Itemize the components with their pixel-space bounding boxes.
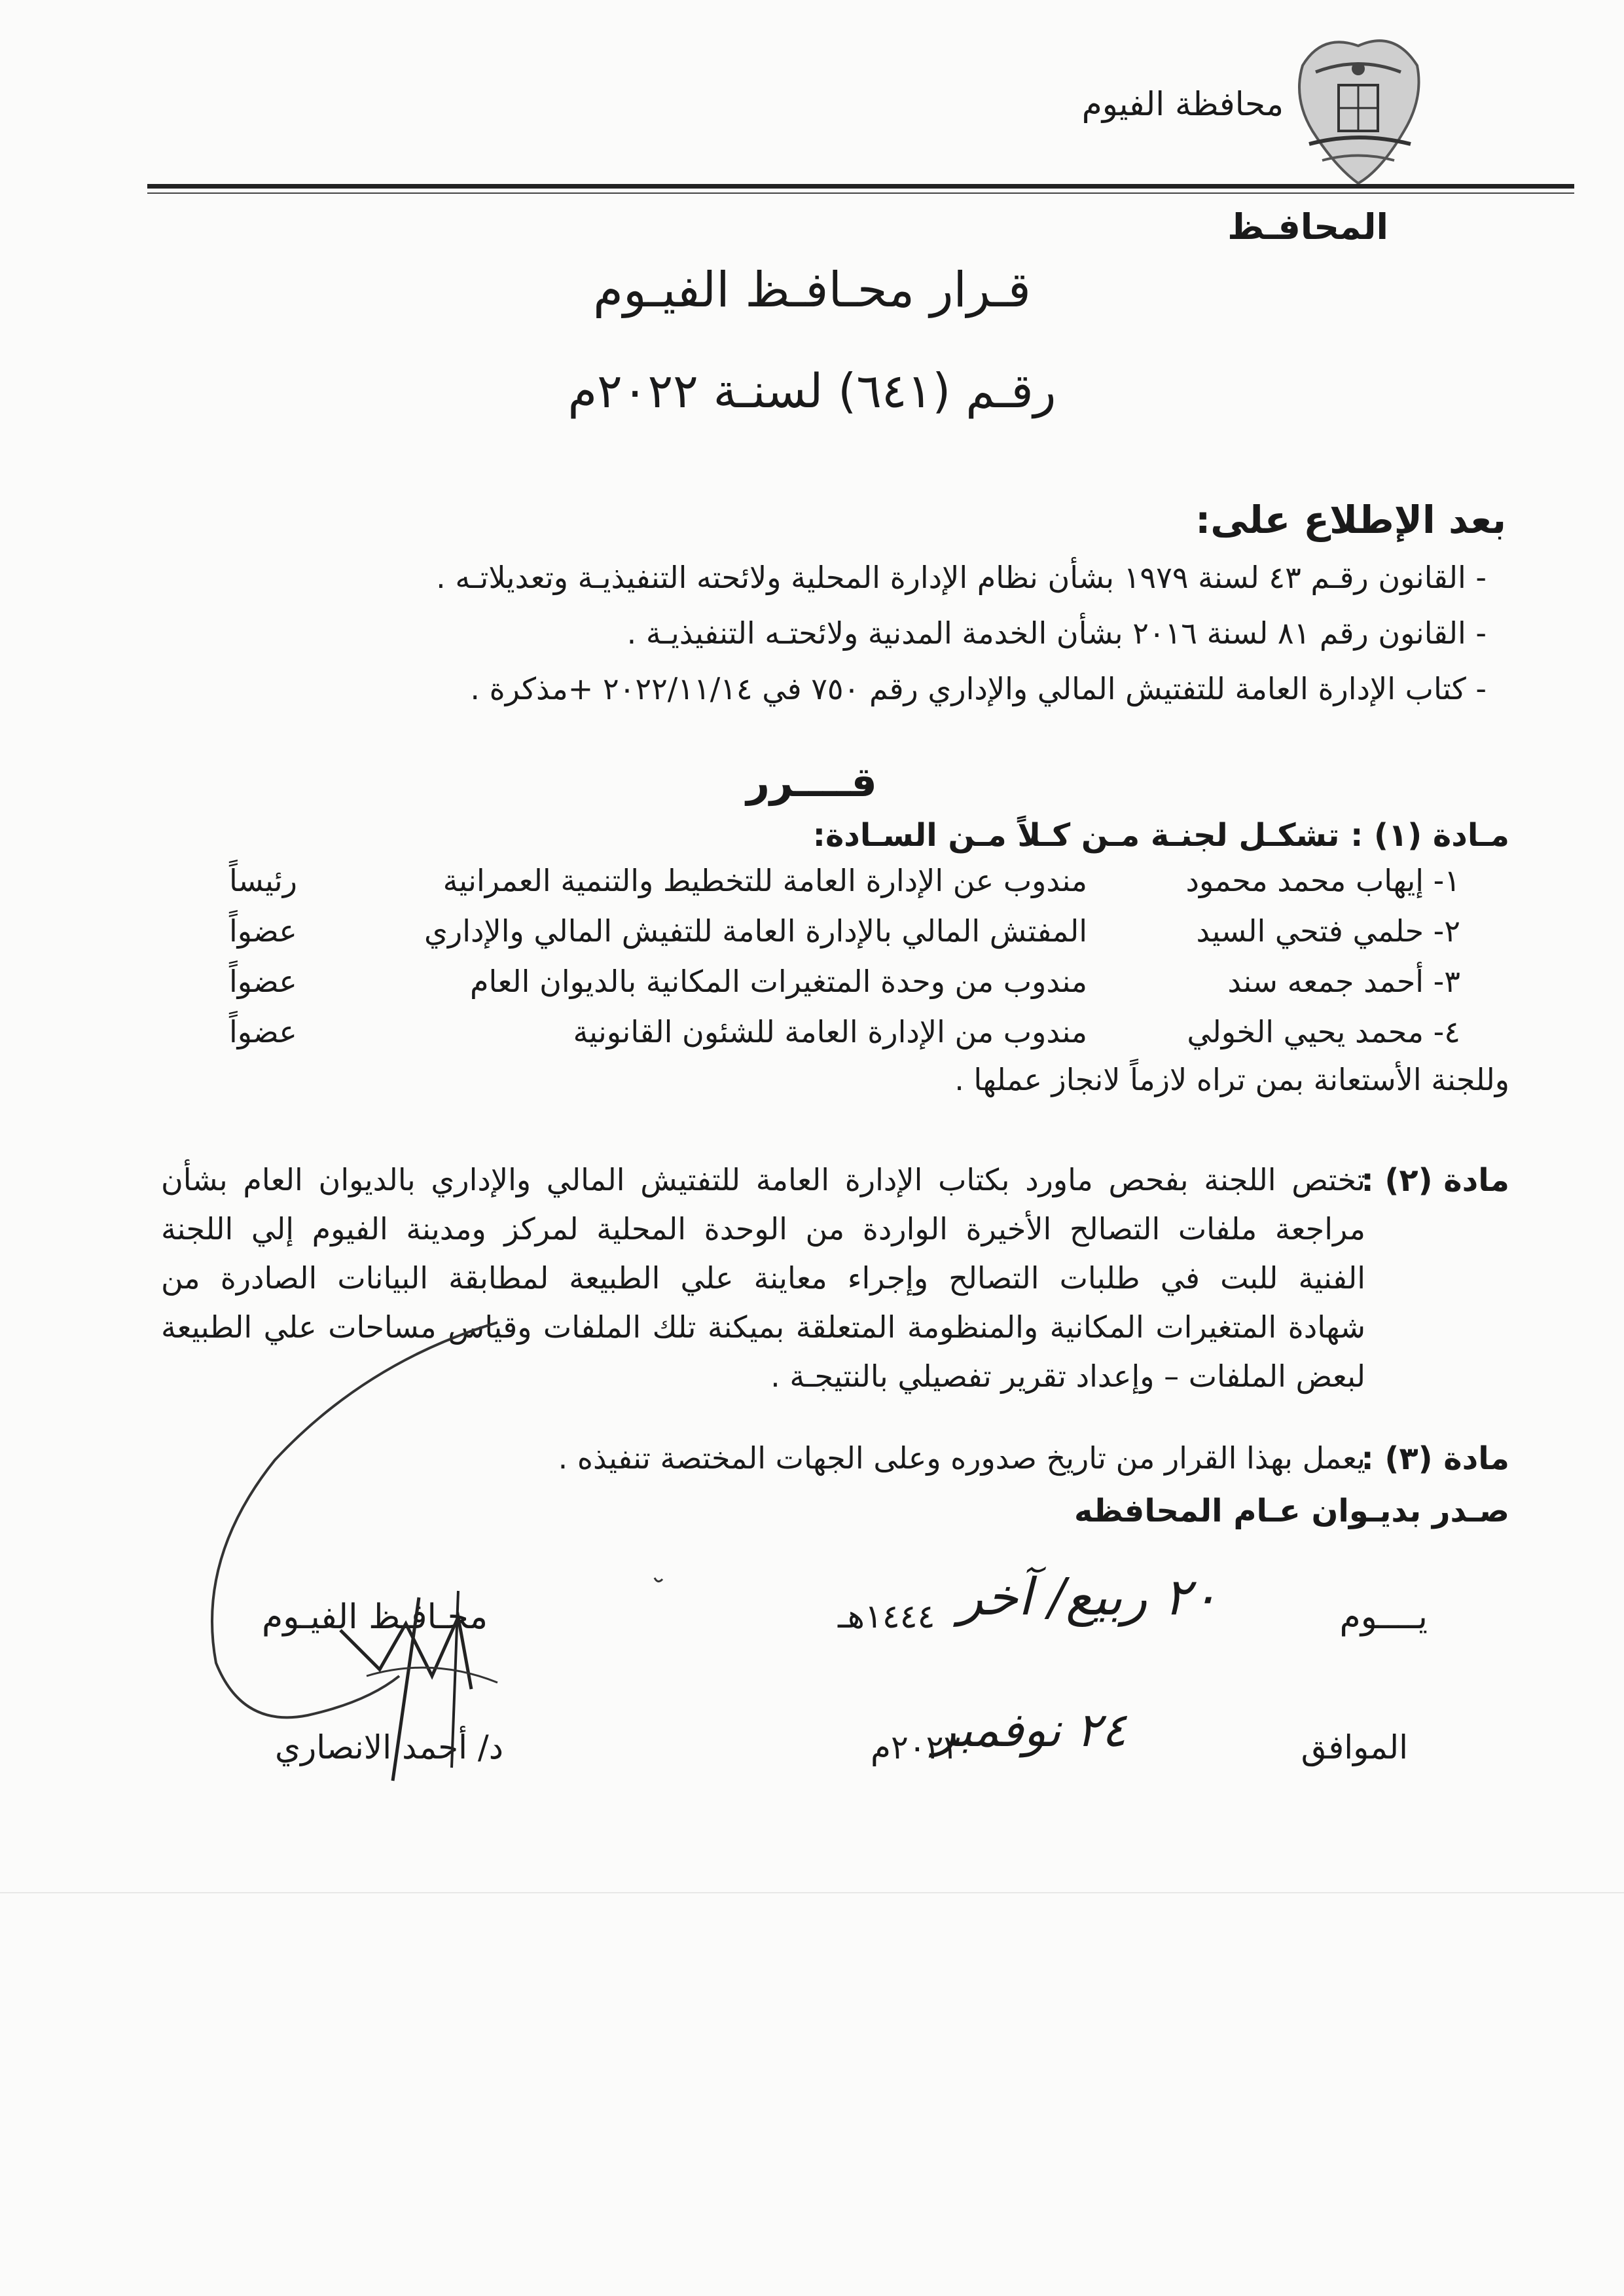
article3-text: يعمل بهذا القرار من تاريخ صدوره وعلى الجهات المختصة تنفيذه . — [558, 1440, 1365, 1476]
header-rule-thin — [147, 192, 1574, 194]
governorate-name: محافظة الفيوم — [1081, 85, 1284, 123]
member-name: ٢- حلمي فتحي السيد — [1196, 913, 1460, 949]
article1-heading: مـادة (١) : تشكـل لجنـة مـن كـلاً مـن السـادة: — [812, 817, 1509, 854]
article1-closing: وللجنة الأستعانة بمن تراه لازماً لانجاز عملها . — [954, 1062, 1509, 1097]
decision-word: قــــرر — [746, 758, 877, 806]
article2-line: تختص اللجنة بفحص ماورد بكتاب الإدارة العامة للتفتيش المالي والإداري بالديوان العام بشأن — [161, 1162, 1365, 1197]
article2-heading: مادة (٢) : — [1361, 1162, 1509, 1199]
member-name: ١- إيهاب محمد محمود — [1185, 863, 1460, 898]
law-item: - كتاب الإدارة العامة للتفتيش المالي والإداري رقم ٧٥٠ في ٢٠٢٢/١١/١٤ +مذكرة . — [470, 671, 1487, 706]
governorate-seal-icon — [1283, 20, 1434, 190]
member-name: ٣- أحمد جمعه سند — [1227, 964, 1460, 999]
law-item: - القانون رقم ٨١ لسنة ٢٠١٦ بشأن الخدمة المدنية ولائحتـه التنفيذيـة . — [626, 615, 1487, 651]
member-role: مندوب من الإدارة العامة للشئون القانونية — [573, 1014, 1087, 1049]
preamble-heading: بعد الإطلاع على: — [1195, 498, 1506, 542]
office-label: المحافـظ — [1227, 206, 1388, 247]
member-position: عضواً — [229, 913, 297, 949]
member-role: مندوب عن الإدارة العامة للتخطيط والتنمية العمرانية — [442, 863, 1087, 898]
signer-name: د/ أحمد الانصاري — [275, 1728, 504, 1766]
gregorian-date-handwritten: ٢٤ نوفمبر — [933, 1702, 1127, 1757]
article2-line: مراجعة ملفات التصالح الأخيرة الواردة من الوحدة المحلية لمركز ومدينة الفيوم إلي اللجنة — [161, 1211, 1365, 1247]
signer-title: محـافـظ الفيـوم — [262, 1597, 488, 1637]
article2-line: لبعض الملفات – وإعداد تقرير تفصيلي بالنتيجـة . — [770, 1358, 1365, 1394]
hijri-date-label: يــــوم — [1339, 1597, 1428, 1637]
decree-title: قـرار محـافـظ الفيـوم — [593, 262, 1031, 318]
member-position: رئيساً — [229, 863, 297, 898]
issued-line: صـدر بديـوان عـام المحافظه — [1074, 1493, 1509, 1529]
article2-line: شهادة المتغيرات المكانية والمنظومة المتعلقة بميكنة تلك الملفات وقياس مساحات علي الطبيعة — [161, 1309, 1365, 1345]
member-name: ٤- محمد يحيي الخولي — [1187, 1014, 1460, 1049]
scan-artifact-line — [0, 1892, 1624, 1893]
member-role: مندوب من وحدة المتغيرات المكانية بالديوان العام — [469, 964, 1087, 999]
decree-number: رقـم (٦٤١) لسنـة ٢٠٢٢م — [568, 363, 1056, 418]
member-position: عضواً — [229, 964, 297, 999]
gregorian-date-label: الموافق — [1301, 1728, 1408, 1766]
article3-heading: مادة (٣) : — [1361, 1440, 1509, 1477]
gregorian-year: ٢٠٢٢م — [871, 1728, 962, 1766]
header-rule — [147, 184, 1574, 189]
hijri-year: ١٤٤٤هـ — [838, 1597, 935, 1635]
member-role: المفتش المالي بالإدارة العامة للتفيش المالي والإداري — [424, 913, 1087, 949]
law-item: - القانون رقـم ٤٣ لسنة ١٩٧٩ بشأن نظام الإدارة المحلية ولائحته التنفيذيـة وتعديلاتـه . — [436, 560, 1487, 595]
member-position: عضواً — [229, 1014, 297, 1049]
article2-line: الفنية للبت في طلبات التصالح وإجراء معاينة علي الطبيعة لمطابقة البيانات الصادرة من — [161, 1260, 1365, 1296]
hijri-date-handwritten: ٢٠ ربيع/ آخر — [958, 1568, 1218, 1627]
